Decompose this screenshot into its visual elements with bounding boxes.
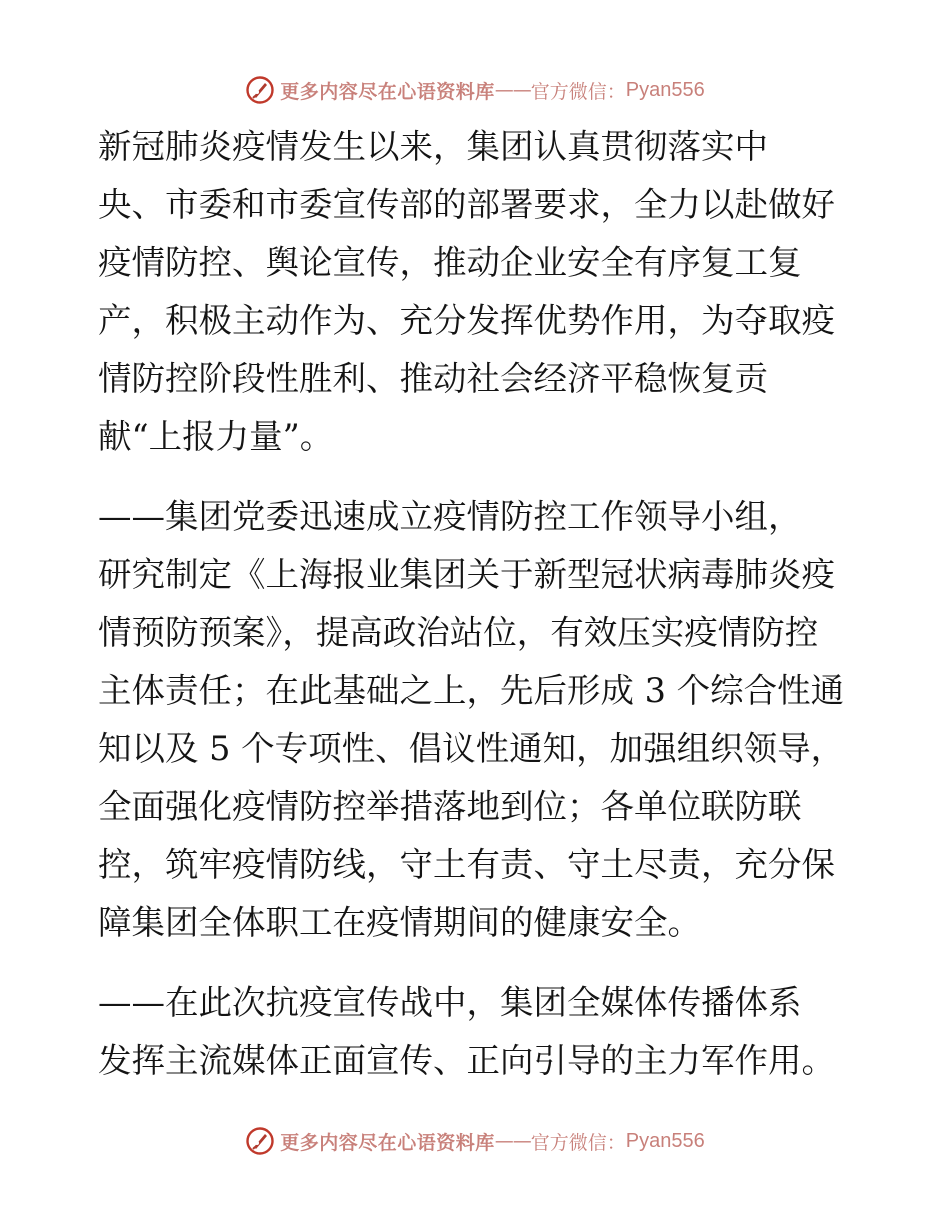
text-line: ——在此次抗疫宣传战中，集团全媒体传播体系 xyxy=(98,983,802,1022)
text-line: 央、市委和市委宣传部的部署要求，全力以赴做好 xyxy=(98,185,835,224)
text-line: 情防控阶段性胜利、推动社会经济平稳恢复贡 xyxy=(98,359,768,398)
text-line: 控，筑牢疫情防线，守土有责、守土尽责，充分保 xyxy=(98,845,835,884)
watermark-wechat-id: Pyan556 xyxy=(625,78,705,101)
watermark-wechat-label: 官方微信： xyxy=(530,1131,626,1154)
quill-seal-icon xyxy=(245,1126,275,1156)
footer-watermark xyxy=(0,1124,950,1158)
watermark-dash: —— xyxy=(494,79,531,101)
text-line: 主体责任；在此基础之上，先后形成 3 个综合性通 xyxy=(98,671,845,710)
text-line: 全面强化疫情防控举措落地到位；各单位联防联 xyxy=(98,787,802,826)
watermark-text: 更多内容尽在心语资料库 xyxy=(280,80,495,103)
text-line: 研究制定《上海报业集团关于新型冠状病毒肺炎疫 xyxy=(98,555,835,594)
text-line: ——集团党委迅速成立疫情防控工作领导小组， xyxy=(98,497,802,536)
watermark-wechat-id: Pyan556 xyxy=(625,1129,705,1152)
text-line: 产，积极主动作为、充分发挥优势作用，为夺取疫 xyxy=(98,301,835,340)
text-line: 障集团全体职工在疫情期间的健康安全。 xyxy=(98,903,701,942)
watermark-wechat-label: 官方微信： xyxy=(530,80,626,103)
text-line: 新冠肺炎疫情发生以来，集团认真贯彻落实中 xyxy=(98,127,768,166)
watermark-dash: —— xyxy=(494,1130,531,1152)
text-line: 情预防预案》，提高政治站位，有效压实疫情防控 xyxy=(98,613,819,652)
paragraph-1 xyxy=(98,118,858,466)
paragraph-3 xyxy=(98,974,858,1090)
text-line: 发挥主流媒体正面宣传、正向引导的主力军作用。 xyxy=(98,1041,835,1080)
text-line: 疫情防控、舆论宣传，推动企业安全有序复工复 xyxy=(98,243,802,282)
header-watermark xyxy=(0,73,950,107)
quill-seal-icon xyxy=(245,75,275,105)
text-line: 知以及 5 个专项性、倡议性通知，加强组织领导， xyxy=(98,729,845,768)
text-line: 献“上报力量”。 xyxy=(98,417,334,456)
watermark-text: 更多内容尽在心语资料库 xyxy=(280,1131,495,1154)
paragraph-2 xyxy=(98,488,858,952)
article-body xyxy=(98,118,858,1090)
